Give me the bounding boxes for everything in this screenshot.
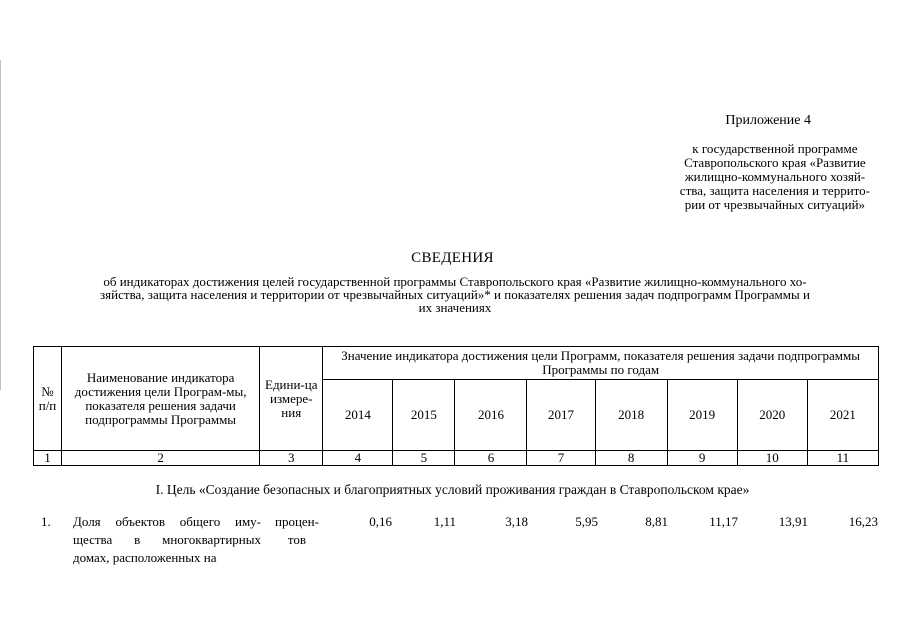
row-value-2015: 1,11: [433, 514, 456, 529]
column-number: 8: [595, 451, 667, 466]
row-value-2020: 13,91: [778, 514, 808, 529]
header-year: 2017: [527, 380, 595, 451]
column-number: 9: [667, 451, 737, 466]
appendix-line: жилищно-коммунального хозяй-: [684, 169, 866, 184]
header-year: 2015: [393, 380, 455, 451]
column-number: 5: [393, 451, 455, 466]
column-number: 7: [527, 451, 595, 466]
subtitle-line: зяйства, защита населения и территории от чрезвычайных ситуаций»* и показателях решения задач подпрограмм Программы и: [100, 287, 810, 302]
row-value-2018: 8,81: [645, 514, 668, 529]
column-number: 1: [34, 451, 62, 466]
row-value-2021: 16,23: [848, 514, 878, 529]
row-name-line: Доля объектов общего иму-: [73, 514, 261, 529]
header-year: 2018: [595, 380, 667, 451]
header-values-by-year: Значение индикатора достижения цели Программ, показателя решения задачи подпрограммы Программы по годам: [323, 347, 879, 380]
subtitle-line: их значениях: [418, 300, 492, 315]
page-edge-line: [0, 60, 1, 390]
row-number: 1.: [41, 514, 51, 529]
subtitle-line: об индикаторах достижения целей государственной программы Ставропольского края «Развитие жилищно-коммунального хо-: [103, 274, 807, 289]
column-number: 11: [807, 451, 878, 466]
row-name-line: щества в многоквартирных: [73, 532, 261, 547]
header-year: 2020: [737, 380, 807, 451]
row-value-2016: 3,18: [505, 514, 528, 529]
column-number: 3: [260, 451, 323, 466]
appendix-title: Приложение 4: [725, 113, 811, 128]
header-indicator-name: Наименование индикатора достижения цели Програм-мы, показателя решения задачи подпрограммы Программы: [62, 347, 260, 451]
row-name-line: домах, расположенных на: [73, 550, 217, 565]
column-number: 4: [323, 451, 393, 466]
appendix-line: рии от чрезвычайных ситуаций»: [684, 197, 866, 212]
header-unit: Едини-ца измере-ния: [260, 347, 323, 451]
column-number: 6: [455, 451, 527, 466]
header-year: 2019: [667, 380, 737, 451]
appendix-line: к государственной программе: [692, 141, 858, 156]
appendix-line: ства, защита населения и террито-: [679, 183, 870, 198]
header-year: 2014: [323, 380, 393, 451]
document-title: СВЕДЕНИЯ: [411, 250, 494, 266]
row-value-2017: 5,95: [575, 514, 598, 529]
section-heading: I. Цель «Создание безопасных и благоприятных условий проживания граждан в Ставропольском крае»: [155, 482, 750, 497]
header-number: № п/п: [34, 347, 62, 451]
indicators-table-header: [33, 346, 879, 466]
header-year: 2021: [807, 380, 878, 451]
document-subtitle: [20, 275, 890, 314]
header-year: 2016: [455, 380, 527, 451]
row-unit-line: тов: [287, 532, 307, 547]
row-unit: [268, 513, 326, 549]
appendix-line: Ставропольского края «Развитие: [684, 155, 866, 170]
row-unit-line: процен-: [275, 514, 319, 529]
appendix-caption: [680, 142, 870, 212]
row-indicator-name: [73, 513, 261, 567]
column-number: 10: [737, 451, 807, 466]
row-value-2019: 11,17: [709, 514, 738, 529]
column-number: 2: [62, 451, 260, 466]
row-value-2014: 0,16: [369, 514, 392, 529]
